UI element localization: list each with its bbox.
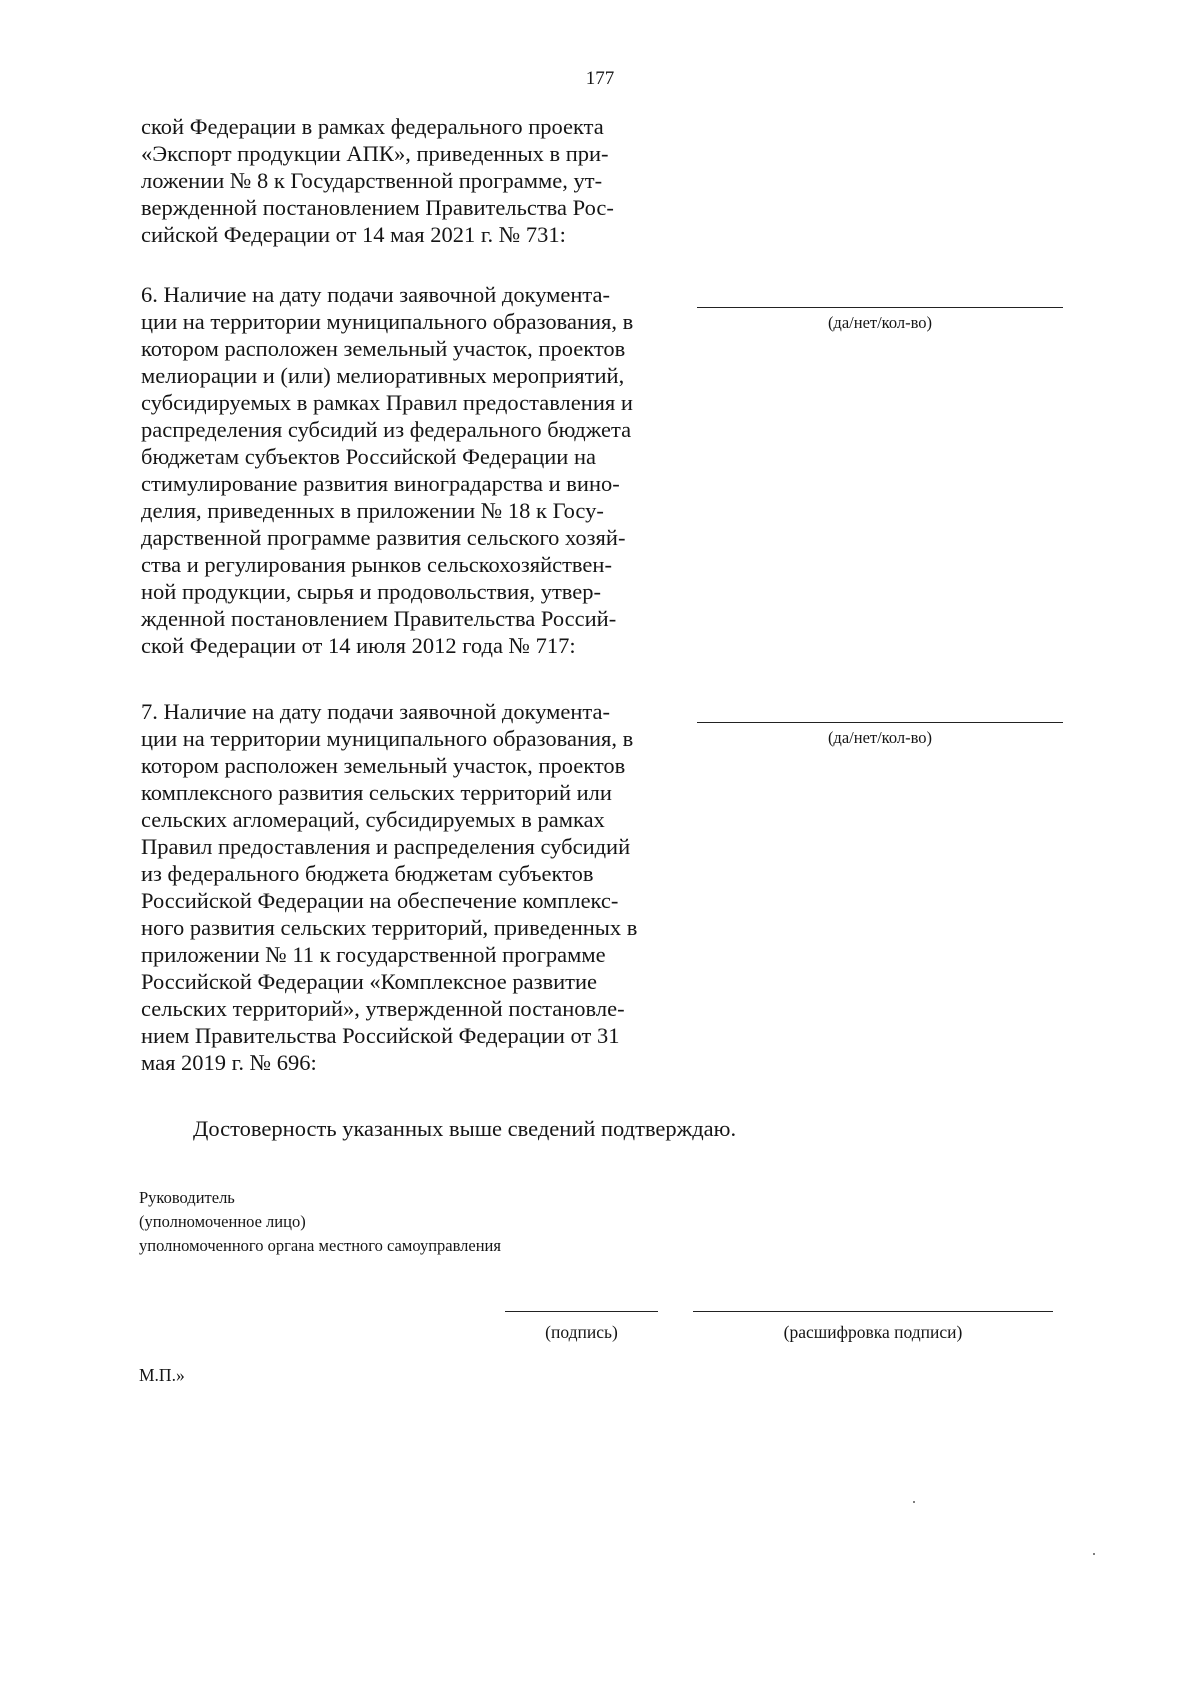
item-6-paragraph — [141, 281, 681, 659]
signer-line: (уполномоченное лицо) — [139, 1212, 306, 1231]
text-line: ции на территории муниципального образования, в — [141, 309, 634, 334]
signature-decoding-field[interactable] — [693, 1311, 1053, 1343]
text-line: субсидируемых в рамках Правил предоставления и — [141, 390, 633, 415]
answer-underline — [697, 722, 1063, 723]
page-number: 177 — [585, 68, 615, 89]
decoding-hint: (расшифровка подписи) — [783, 1322, 963, 1342]
text-line: приложении № 11 к государственной программе — [141, 942, 606, 967]
text-line: делия, приведенных в приложении № 18 к Госу- — [141, 498, 604, 523]
text-line: ного развития сельских территорий, приведенных в — [141, 915, 638, 940]
text-line: ской Федерации в рамках федерального проекта — [141, 114, 604, 139]
text-line: ства и регулирования рынков сельскохозяйствен- — [141, 552, 612, 577]
intro-paragraph — [141, 113, 681, 248]
text-line: Российской Федерации «Комплексное развитие — [141, 969, 598, 994]
text-line: ной продукции, сырья и продовольствия, утвер- — [141, 579, 601, 604]
text-line: «Экспорт продукции АПК», приведенных в при- — [141, 141, 609, 166]
item-7-answer-field[interactable] — [697, 722, 1063, 748]
text-line: бюджетам субъектов Российской Федерации на — [141, 444, 596, 469]
decoding-underline — [693, 1311, 1053, 1312]
text-line: ции на территории муниципального образования, в — [141, 726, 634, 751]
text-line: дарственной программе развития сельского хозяй- — [141, 525, 626, 550]
text-line: ложении № 8 к Государственной программе, ут- — [141, 168, 603, 193]
item-6-answer-field[interactable] — [697, 307, 1063, 333]
signer-line: Руководитель — [139, 1188, 235, 1207]
text-line: мая 2019 г. № 696: — [141, 1050, 317, 1075]
signer-line: уполномоченного органа местного самоуправления — [139, 1236, 501, 1255]
signer-title — [139, 1186, 501, 1258]
text-line: сельских агломераций, субсидируемых в рамках — [141, 807, 605, 832]
text-line: мелиорации и (или) мелиоративных мероприятий, — [141, 363, 625, 388]
text-line: сийской Федерации от 14 мая 2021 г. № 731: — [141, 222, 566, 247]
text-line: комплексного развития сельских территорий или — [141, 780, 612, 805]
text-line: сельских территорий», утвержденной постановле- — [141, 996, 625, 1021]
text-line: из федерального бюджета бюджетам субъектов — [141, 861, 594, 886]
text-line: стимулирование развития виноградарства и вино- — [141, 471, 620, 496]
scan-speck — [913, 1501, 915, 1503]
text-line: 6. Наличие на дату подачи заявочной документа- — [141, 282, 610, 307]
answer-hint: (да/нет/кол-во) — [827, 313, 933, 332]
text-line: Правил предоставления и распределения субсидий — [141, 834, 631, 859]
text-line: 7. Наличие на дату подачи заявочной документа- — [141, 699, 610, 724]
text-line: котором расположен земельный участок, проектов — [141, 336, 626, 361]
text-line: Российской Федерации на обеспечение комплекс- — [141, 888, 619, 913]
answer-hint: (да/нет/кол-во) — [827, 728, 933, 747]
text-line: ской Федерации от 14 июля 2012 года № 717: — [141, 633, 576, 658]
signature-field[interactable] — [505, 1311, 658, 1343]
confirmation-statement: Достоверность указанных выше сведений подтверждаю. — [193, 1116, 737, 1141]
answer-underline — [697, 307, 1063, 308]
text-line: распределения субсидий из федерального бюджета — [141, 417, 632, 442]
text-line: котором расположен земельный участок, проектов — [141, 753, 626, 778]
text-line: нием Правительства Российской Федерации от 31 — [141, 1023, 620, 1048]
text-line: вержденной постановлением Правительства Рос- — [141, 195, 614, 220]
signature-underline — [505, 1311, 658, 1312]
scan-speck — [1093, 1553, 1095, 1555]
text-line: жденной постановлением Правительства Россий- — [141, 606, 617, 631]
item-7-paragraph — [141, 698, 681, 1076]
signature-hint: (подпись) — [545, 1322, 618, 1342]
stamp-place-label: М.П.» — [139, 1365, 185, 1385]
